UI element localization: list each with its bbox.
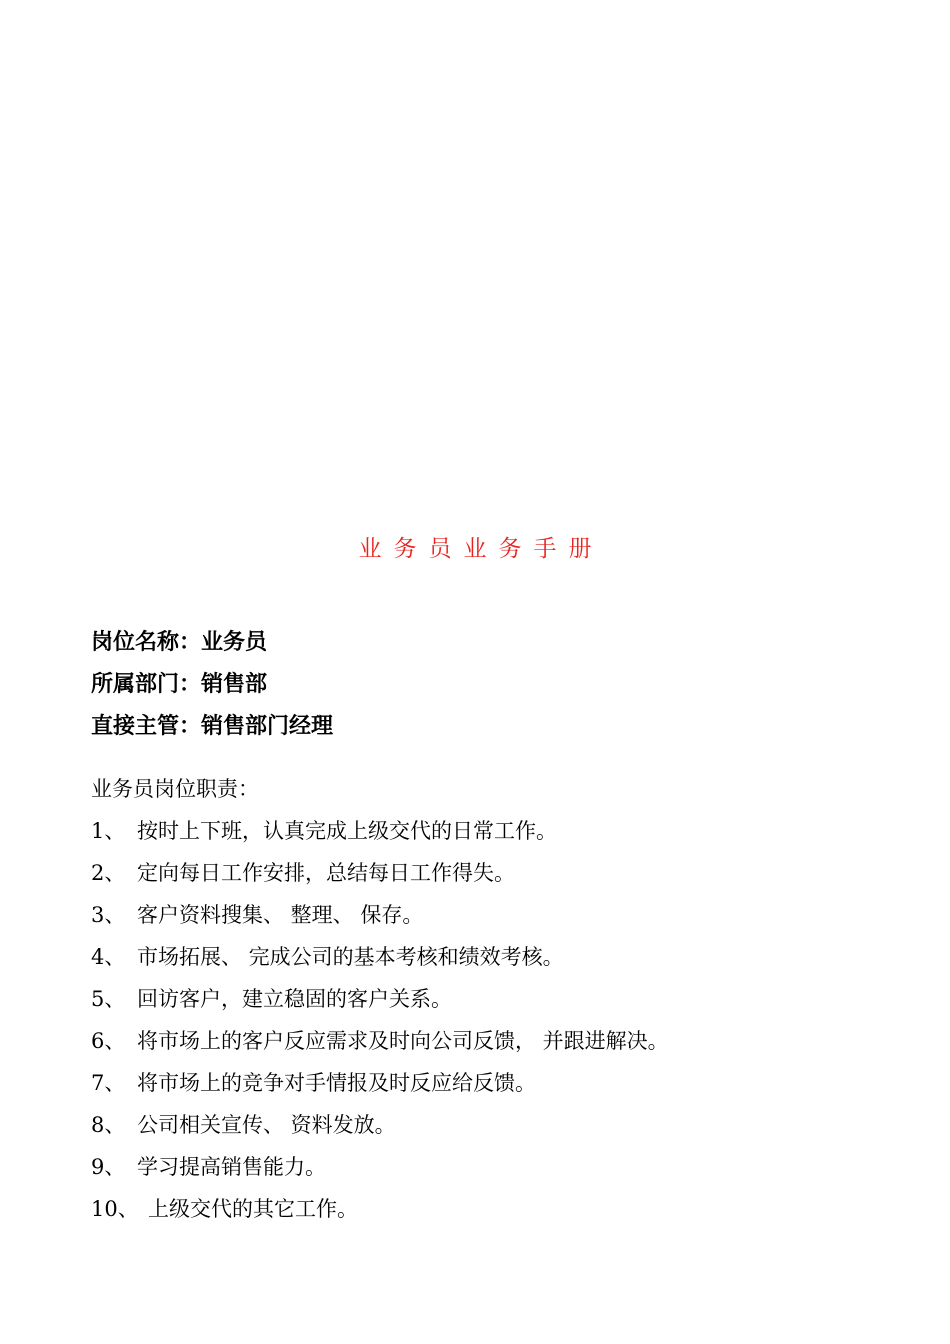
duty-text: 市场拓展、 完成公司的基本考核和绩效考核。: [137, 945, 564, 969]
supervisor-label: 直接主管：: [91, 714, 202, 739]
position-value: 业务员: [201, 630, 268, 655]
job-info-supervisor: [91, 706, 333, 748]
duty-item: [91, 894, 669, 936]
duty-number: 10、: [91, 1197, 139, 1221]
duty-text: 学习提高销售能力。: [137, 1155, 326, 1179]
duty-number: 6、: [91, 1029, 126, 1053]
duty-item: [91, 1104, 669, 1146]
duty-number: 4、: [91, 945, 126, 969]
duty-item: [91, 1062, 669, 1104]
duty-number: 9、: [91, 1155, 126, 1179]
duty-item: [91, 978, 669, 1020]
duty-text: 将市场上的竞争对手情报及时反应给反馈。: [137, 1071, 536, 1095]
duty-item: [91, 936, 669, 978]
duties-section: [91, 768, 669, 1230]
duty-item: [91, 1020, 669, 1062]
duty-number: 7、: [91, 1071, 126, 1095]
duty-number: 8、: [91, 1113, 126, 1137]
duty-item: [91, 1188, 669, 1230]
duty-text: 按时上下班，认真完成上级交代的日常工作。: [137, 819, 557, 843]
supervisor-value: 销售部门经理: [201, 714, 334, 739]
duty-text: 公司相关宣传、 资料发放。: [137, 1113, 396, 1137]
department-label: 所属部门：: [91, 672, 202, 697]
job-info-position: [91, 622, 333, 664]
duty-item: [91, 852, 669, 894]
duty-number: 5、: [91, 987, 126, 1011]
position-label: 岗位名称：: [91, 630, 202, 655]
duty-number: 1、: [91, 819, 126, 843]
job-info-department: [91, 664, 333, 706]
duty-number: 2、: [91, 861, 126, 885]
duty-number: 3、: [91, 903, 126, 927]
duties-heading: 业务员岗位职责：: [91, 777, 259, 801]
duty-item: [91, 1146, 669, 1188]
document-title: 业务员业务手册: [358, 536, 604, 562]
duty-text: 定向每日工作安排，总结每日工作得失。: [137, 861, 515, 885]
job-info: [91, 622, 333, 748]
department-value: 销售部: [201, 672, 268, 697]
duty-text: 回访客户，建立稳固的客户关系。: [137, 987, 452, 1011]
duty-text: 客户资料搜集、 整理、 保存。: [137, 903, 424, 927]
duty-item: [91, 810, 669, 852]
duty-text: 将市场上的客户反应需求及时向公司反馈， 并跟进解决。: [137, 1029, 669, 1053]
duty-text: 上级交代的其它工作。: [148, 1197, 358, 1221]
